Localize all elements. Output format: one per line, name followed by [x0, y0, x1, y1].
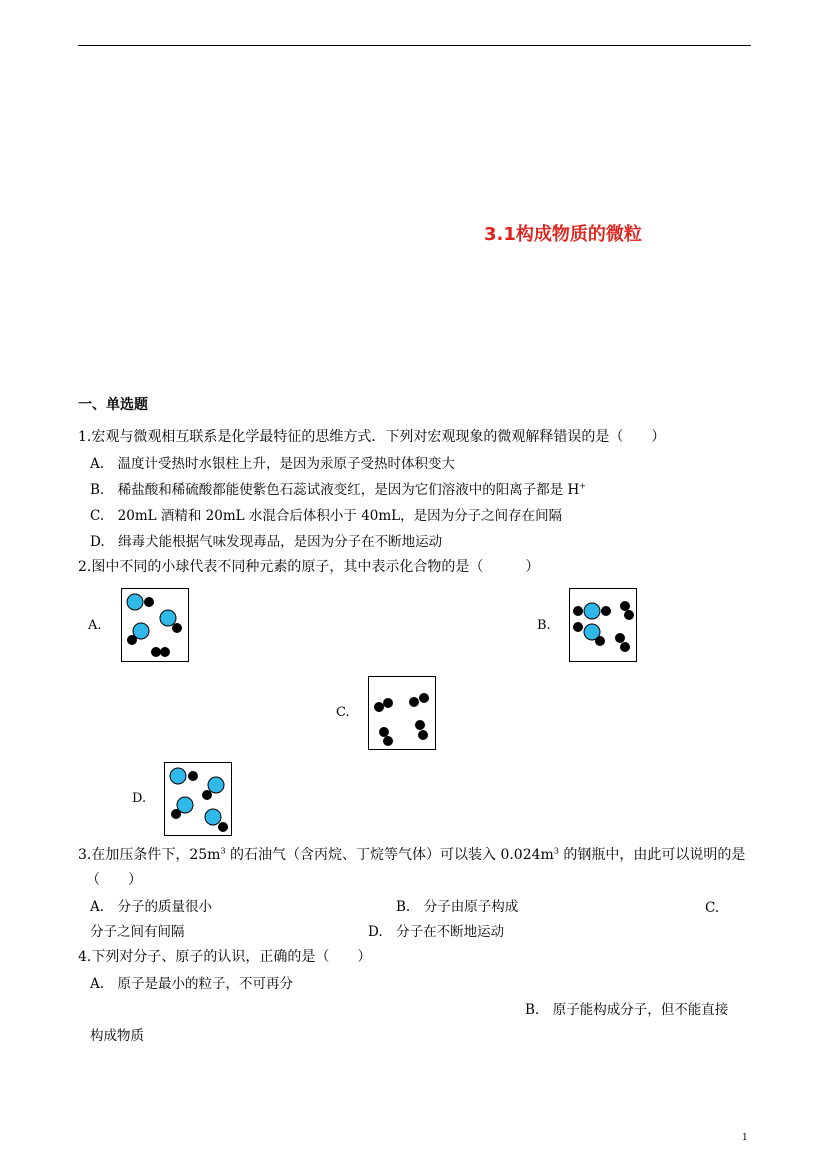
question-3-stem-line2: （ ）: [86, 872, 142, 888]
question-4-stem: 4.下列对分子、原子的认识，正确的是（ ）: [78, 949, 372, 965]
question-3-option-a: A. 分子的质量很小: [90, 899, 213, 915]
question-1-stem: 1.宏观与微观相互联系是化学最特征的思维方式．下列对宏观现象的微观解释错误的是（ ）: [78, 429, 666, 445]
question-2-figure-c: [368, 676, 436, 750]
molecule-diagram-a: [122, 589, 188, 661]
question-2-figure-b: [569, 588, 637, 662]
section-heading: 一、单选题: [78, 397, 148, 413]
document-title: 3.1构成物质的微粒: [484, 224, 642, 245]
header-rule: [78, 45, 751, 46]
question-1-option-a: A. 温度计受热时水银柱上升，是因为汞原子受热时体积变大: [90, 456, 456, 472]
question-2-figure-d: [164, 762, 232, 836]
question-1-option-c: C. 20mL 酒精和 20mL 水混合后体积小于 40mL，是因为分子之间存在间隔: [90, 508, 563, 524]
question-2-label-a: A.: [88, 618, 102, 633]
question-4-option-a: A. 原子是最小的粒子，不可再分: [90, 976, 294, 992]
page-number: 1: [742, 1133, 748, 1143]
question-3-stem: 3.在加压条件下，$25m^3$ 的石油气（含丙烷、丁烷等气体）可以装入 $0.024m^3$ 的钢瓶中，由此可以说明的是: [78, 846, 746, 863]
question-2-figure-a: [121, 588, 189, 662]
molecule-diagram-b: [570, 589, 636, 661]
question-2-label-b: B.: [537, 618, 551, 633]
question-3-option-c-text: 分子之间有间隔: [90, 924, 185, 940]
molecule-diagram-d: [165, 763, 231, 835]
question-3-option-d: D. 分子在不断地运动: [368, 924, 505, 940]
question-1-option-d: D. 缉毒犬能根据气味发现毒品，是因为分子在不断地运动: [90, 534, 443, 550]
question-2-stem: 2.图中不同的小球代表不同种元素的原子，其中表示化合物的是（ ）: [78, 559, 540, 575]
question-2-label-c: C.: [336, 705, 350, 720]
question-4-option-b-continued: 构成物质: [90, 1028, 144, 1044]
question-1-option-b: B. 稀盐酸和稀硫酸都能使紫色石蕊试液变红，是因为它们溶液中的阳离子都是 H+: [90, 481, 586, 498]
question-3-option-b: B. 分子由原子构成: [396, 899, 519, 915]
question-4-option-b: B. 原子能构成分子，但不能直接: [525, 1002, 729, 1018]
question-3-option-c-label: C.: [705, 900, 720, 916]
molecule-diagram-c: [369, 677, 435, 749]
question-2-label-d: D.: [132, 791, 147, 806]
